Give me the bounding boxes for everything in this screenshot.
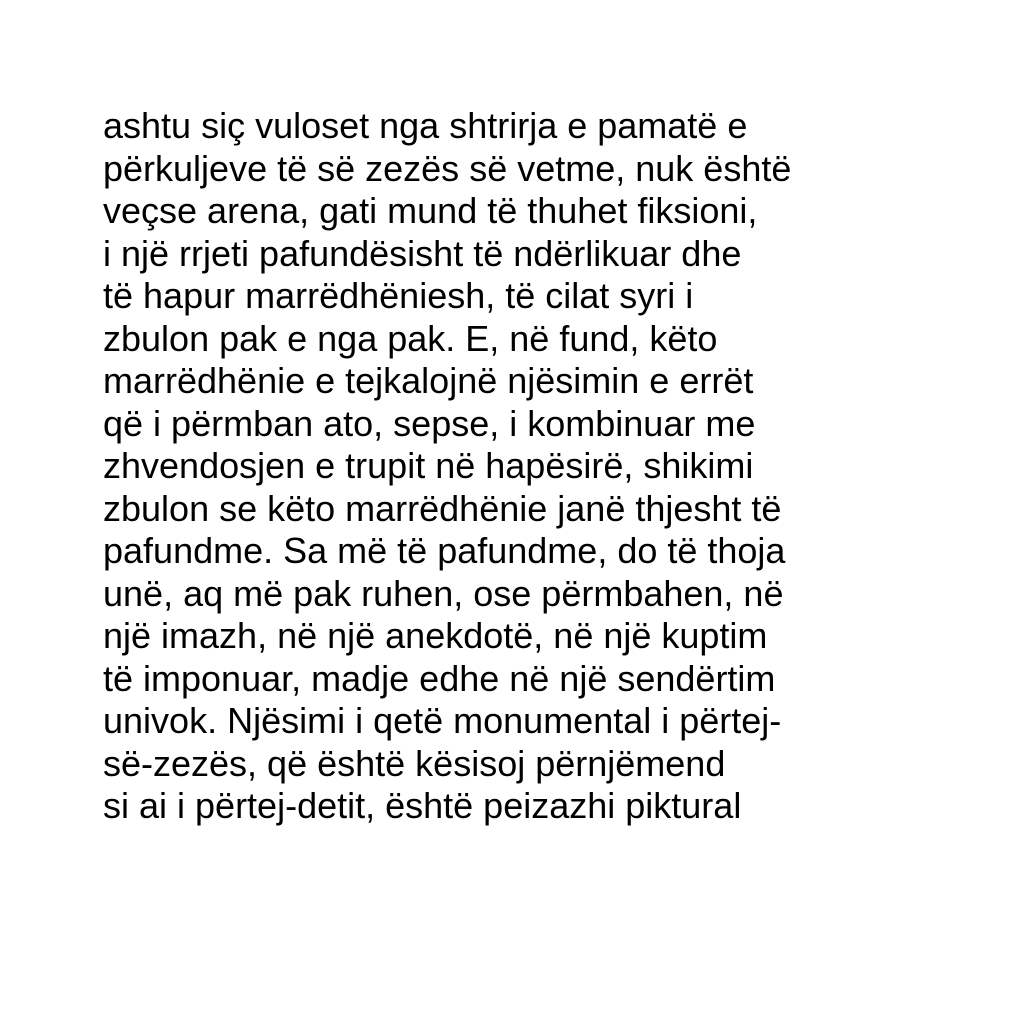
text-line-12: unë, aq më pak ruhen, ose përmbahen, në (103, 572, 784, 614)
text-line-4: i një rrjeti pafundësisht të ndërlikuar dhe (103, 232, 742, 274)
text-line-9: zhvendosjen e trupit në hapësirë, shikimi (103, 445, 754, 486)
body-text (103, 105, 983, 828)
text-line-10: zbulon se këto marrëdhënie janë thjesht të (103, 487, 782, 529)
text-line-2: përkuljeve të së zezës së vetme, nuk është (103, 147, 792, 189)
text-line-1: ashtu siç vuloset nga shtrirja e pamatë e (103, 105, 748, 146)
text-line-17: si ai i përtej-detit, është peizazhi piktural (103, 785, 742, 826)
text-line-5: të hapur marrëdhëniesh, të cilat syri i (103, 275, 694, 316)
text-line-7: marrëdhënie e tejkalojnë njësimin e errët (103, 360, 754, 401)
text-line-15: univok. Njësimi i qetë monumental i përtej- (103, 700, 782, 741)
text-line-14: të imponuar, madje edhe në një sendërtim (103, 657, 776, 699)
text-line-6: zbulon pak e nga pak. E, në fund, këto (103, 317, 718, 359)
text-line-13: një imazh, në një anekdotë, në një kuptim (103, 615, 768, 656)
text-line-16: së-zezës, që është kësisoj përnjëmend (103, 742, 726, 784)
text-line-11: pafundme. Sa më të pafundme, do të thoja (103, 530, 786, 571)
text-line-3: veçse arena, gati mund të thuhet fiksioni, (103, 190, 758, 231)
text-line-8: që i përmban ato, sepse, i kombinuar me (103, 402, 756, 444)
